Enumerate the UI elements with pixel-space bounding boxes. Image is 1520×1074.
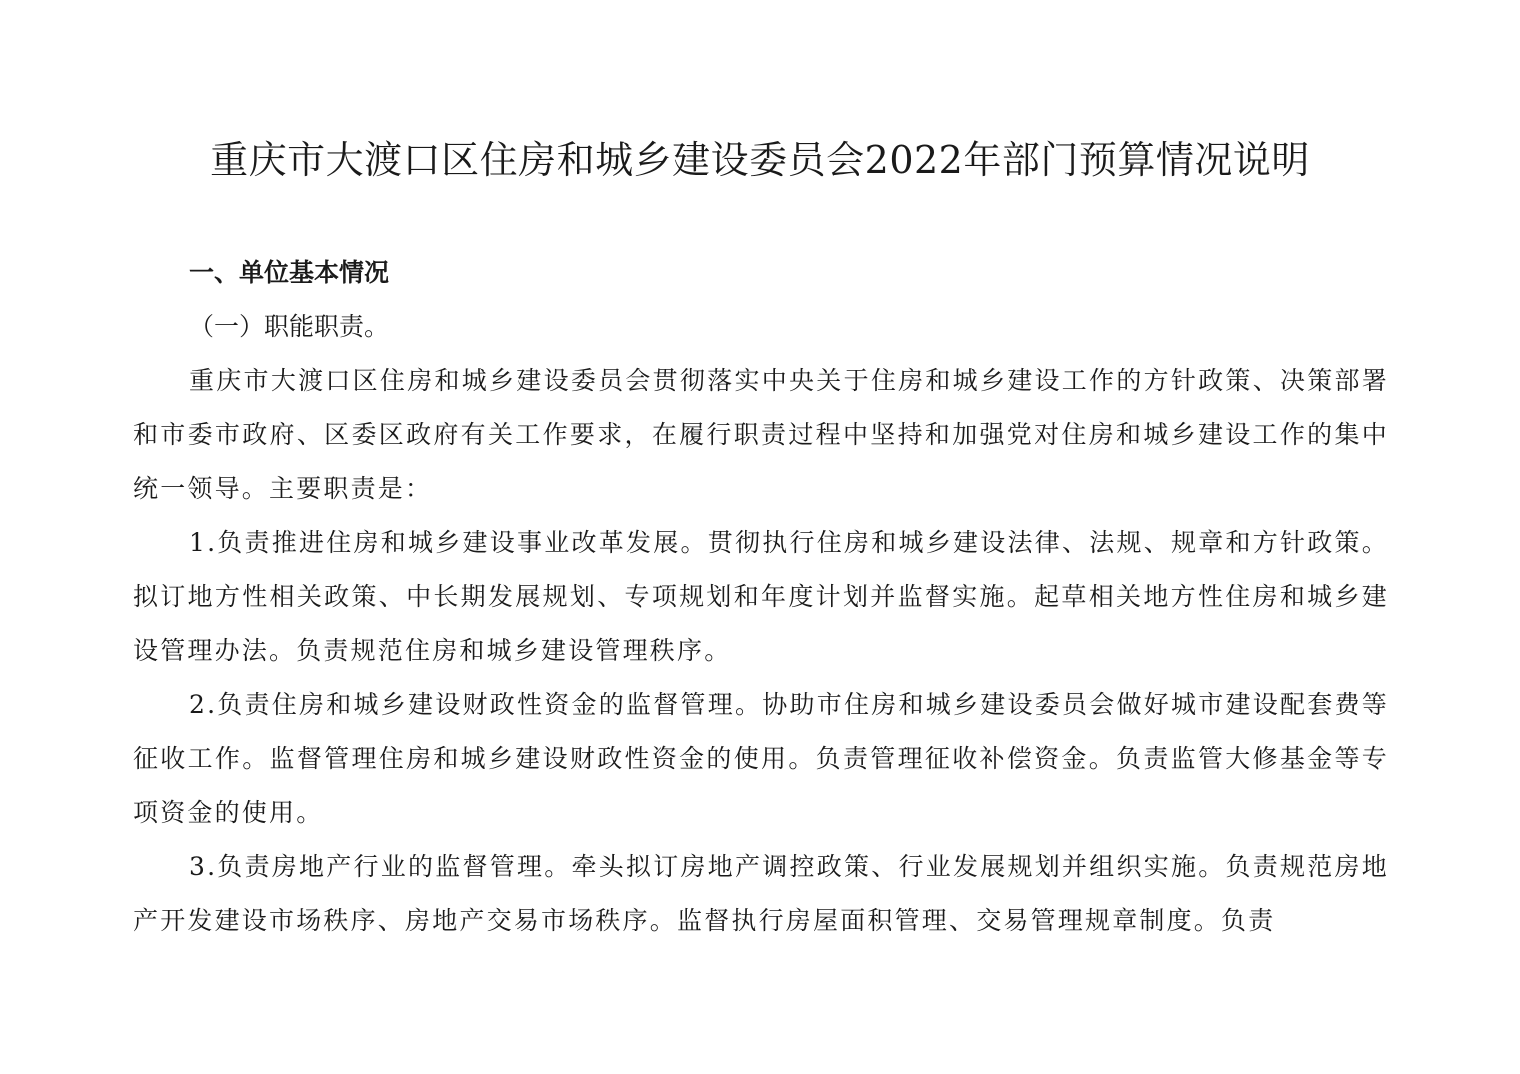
- section-heading: 一、单位基本情况: [189, 258, 390, 287]
- paragraph-duty-3: 3.负责房地产行业的监督管理。牵头拟订房地产调控政策、行业发展规划并组织实施。负责规范房地产开发建设市场秩序、房地产交易市场秩序。监督执行房屋面积管理、交易管理规章制度。负责: [133, 852, 1389, 935]
- paragraph-duty-2: 2.负责住房和城乡建设财政性资金的监督管理。协助市住房和城乡建设委员会做好城市建设配套费等征收工作。监督管理住房和城乡建设财政性资金的使用。负责管理征收补偿资金。负责监管大修基金等专项资金的使用。: [133, 690, 1389, 827]
- subsection-heading: （一）职能职责。: [189, 312, 390, 341]
- paragraph-intro: 重庆市大渡口区住房和城乡建设委员会贯彻落实中央关于住房和城乡建设工作的方针政策、决策部署和市委市政府、区委区政府有关工作要求，在履行职责过程中坚持和加强党对住房和城乡建设工作的集中统一领导。主要职责是：: [133, 366, 1389, 503]
- document-body: [133, 246, 1389, 948]
- paragraph-duty-1: 1.负责推进住房和城乡建设事业改革发展。贯彻执行住房和城乡建设法律、法规、规章和方针政策。拟订地方性相关政策、中长期发展规划、专项规划和年度计划并监督实施。起草相关地方性住房和城乡建设管理办法。负责规范住房和城乡建设管理秩序。: [133, 528, 1389, 665]
- document-title: 重庆市大渡口区住房和城乡建设委员会2022年部门预算情况说明: [210, 138, 1310, 182]
